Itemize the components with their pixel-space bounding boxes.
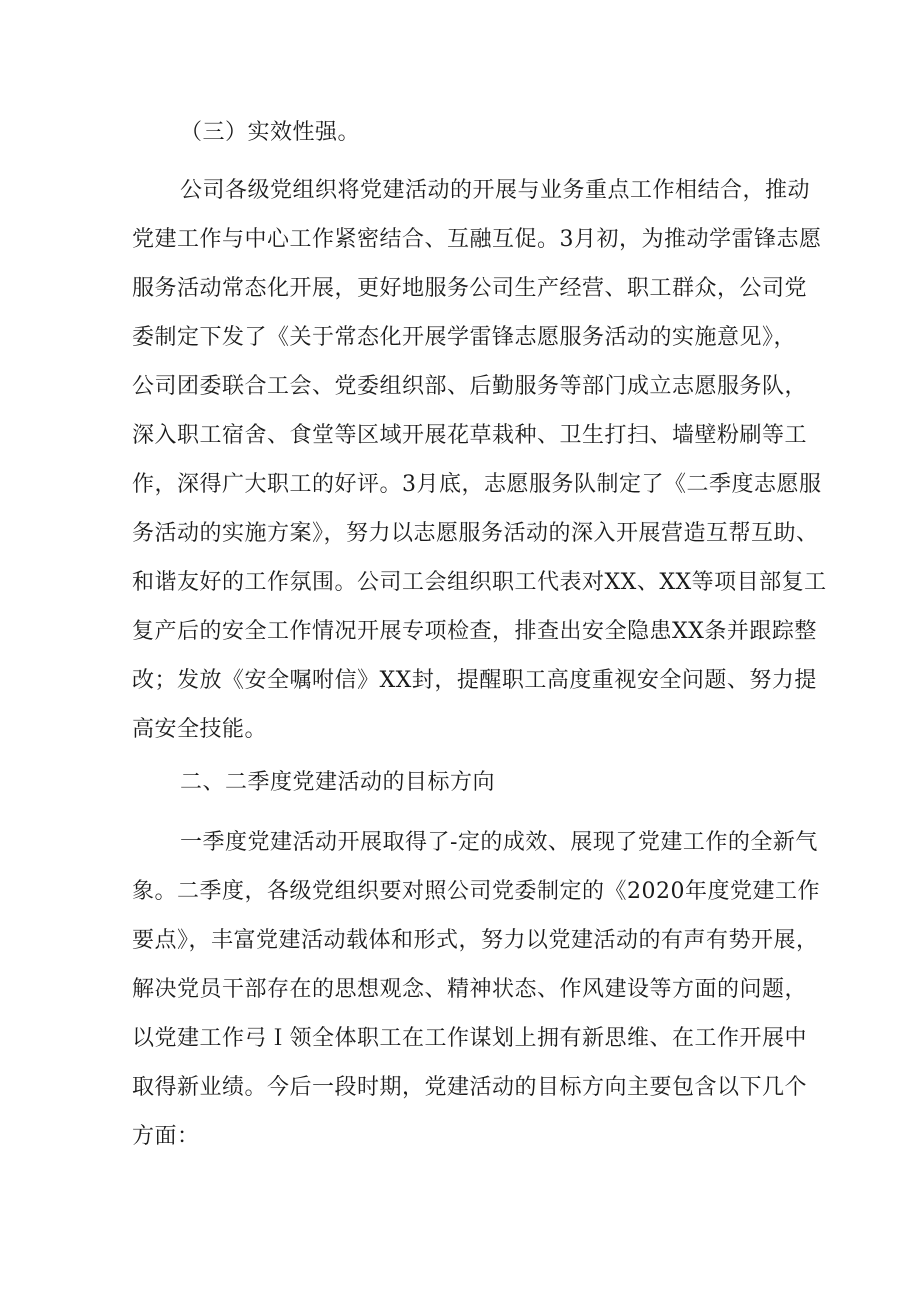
paragraph-1-line-6: 深入职工宿舍、食堂等区域开展花草栽种、卫生打扫、墙壁粉刷等工 xyxy=(132,423,808,448)
paragraph-1-line-11: 改；发放《安全嘱咐信》XX封，提醒职工高度重视安全问题、努力提 xyxy=(132,668,817,693)
paragraph-2-line-2: 象。二季度，各级党组织要对照公司党委制定的《2020年度党建工作 xyxy=(132,879,820,904)
paragraph-2-line-4: 解决党员干部存在的思想观念、精神状态、作风建设等方面的问题， xyxy=(132,977,808,1002)
paragraph-1-line-8: 务活动的实施方案》，努力以志愿服务活动的深入开展营造互帮互助、 xyxy=(132,521,819,546)
paragraph-1-line-3: 服务活动常态化开展，更好地服务公司生产经营、职工群众，公司党 xyxy=(132,276,808,301)
paragraph-1-line-12: 高安全技能。 xyxy=(132,717,268,742)
paragraph-2-line-1: 一季度党建活动开展取得了-定的成效、展现了党建工作的全新气 xyxy=(180,830,818,855)
paragraph-1-line-7: 作，深得广大职工的好评。3月底，志愿服务队制定了《二季度志愿服 xyxy=(132,472,822,497)
paragraph-2-line-7: 方面： xyxy=(132,1124,200,1149)
paragraph-1-line-9: 和谐友好的工作氛围。公司工会组织职工代表对XX、XX等项目部复工 xyxy=(132,570,827,595)
paragraph-1-line-10: 复产后的安全工作情况开展专项检查，排查出安全隐患XX条并跟踪整 xyxy=(132,619,817,644)
paragraph-1-line-1: 公司各级党组织将党建活动的开展与业务重点工作相结合，推动 xyxy=(180,178,811,203)
paragraph-2-line-5: 以党建工作弓Ｉ领全体职工在工作谋划上拥有新思维、在工作开展中 xyxy=(132,1026,808,1051)
paragraph-2-line-3: 要点》，丰富党建活动载体和形式，努力以党建活动的有声有势开展， xyxy=(132,928,819,953)
paragraph-2-line-6: 取得新业绩。今后一段时期，党建活动的目标方向主要包含以下几个 xyxy=(132,1075,808,1100)
paragraph-1-line-4: 委制定下发了《关于常态化开展学雷锋志愿服务活动的实施意见》， xyxy=(132,325,797,350)
paragraph-1-line-5: 公司团委联合工会、党委组织部、后勤服务等部门成立志愿服务队， xyxy=(132,374,808,399)
paragraph-1-line-2: 党建工作与中心工作紧密结合、互融互促。3月初，为推动学雷锋志愿 xyxy=(132,227,822,252)
section-3-heading: （三）实效性强。 xyxy=(180,120,361,145)
section-2-heading: 二、二季度党建活动的目标方向 xyxy=(180,770,496,795)
